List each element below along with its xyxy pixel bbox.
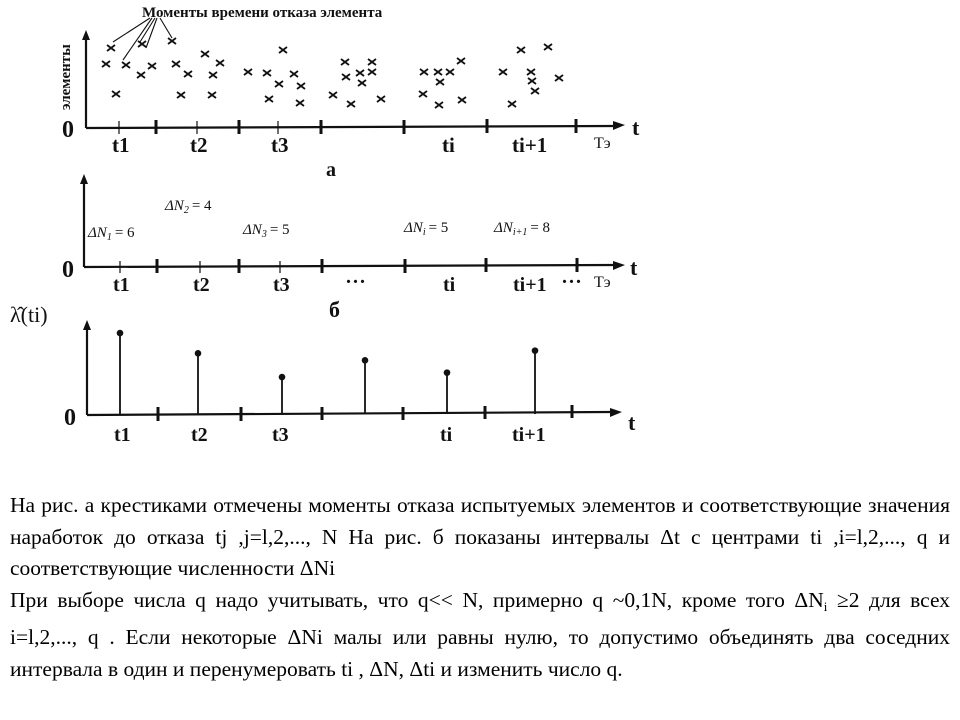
lambda-stems xyxy=(117,330,539,414)
center-label-t2: t2 xyxy=(190,133,208,157)
count-dni1: $\Delta N_{i+1} = 8$ xyxy=(494,220,551,238)
center-label-t3: t3 xyxy=(271,133,289,157)
failure-cross-icon xyxy=(329,92,337,98)
center-label-ti: ti xyxy=(443,274,456,296)
panel-c xyxy=(10,302,636,446)
end-label-T: Tэ xyxy=(594,274,611,291)
failure-cross-icon xyxy=(436,79,444,85)
failure-cross-icon xyxy=(356,70,364,76)
lambda-point-icon xyxy=(117,330,124,337)
center-label-t1: t1 xyxy=(114,424,131,446)
x-axis-label: t xyxy=(630,255,638,280)
failure-cross-icon xyxy=(148,63,156,69)
failure-cross-icon xyxy=(527,69,535,75)
failure-cross-icon xyxy=(508,101,516,107)
origin-label: 0 xyxy=(64,405,76,431)
y-axis-arrow-icon xyxy=(83,320,91,330)
count-dni: $\Delta N_i = 5$ xyxy=(404,220,449,238)
failure-cross-icon xyxy=(419,91,427,97)
center-label-t2: t2 xyxy=(191,424,208,446)
lambda-point-icon xyxy=(279,374,286,381)
failure-cross-icon xyxy=(341,59,349,65)
failure-cross-icon xyxy=(358,80,366,86)
failure-cross-icon xyxy=(531,88,539,94)
center-label-ti-plus-1: ti+1 xyxy=(512,424,546,446)
failure-cross-icon xyxy=(177,92,185,98)
callout-leaders xyxy=(113,18,172,60)
failure-cross-icon xyxy=(137,72,145,78)
lambda-point-icon xyxy=(195,350,202,357)
count-dn3: $\Delta N_3 = 5$ xyxy=(243,222,290,240)
panel-a xyxy=(58,5,640,181)
failure-cross-icon xyxy=(172,61,180,67)
x-axis xyxy=(87,412,610,415)
failure-cross-icon xyxy=(168,38,176,44)
failure-cross-icon xyxy=(208,92,216,98)
count-dn1: $\Delta N_1 = 6$ xyxy=(88,225,135,243)
failure-cross-icon xyxy=(184,71,192,77)
interval-counts xyxy=(87,198,550,243)
failure-cross-icon xyxy=(216,60,224,66)
panel-b xyxy=(62,174,638,322)
failure-cross-icon xyxy=(555,75,563,81)
center-label-t1: t1 xyxy=(112,133,130,157)
failure-cross-icon xyxy=(528,78,536,84)
failure-cross-icon xyxy=(209,72,217,78)
failure-cross-icon xyxy=(263,70,271,76)
center-label-t2: t2 xyxy=(193,274,210,296)
failure-cross-icon xyxy=(420,69,428,75)
center-label-ti-plus-1: ti+1 xyxy=(512,133,548,157)
y-axis-arrow-icon xyxy=(82,30,90,40)
failure-cross-icon xyxy=(499,69,507,75)
failure-marks xyxy=(102,38,563,108)
failure-cross-icon xyxy=(265,96,273,102)
caption-b: б xyxy=(329,297,340,322)
failure-cross-icon xyxy=(347,101,355,107)
center-label-ti: ti xyxy=(440,424,453,446)
failure-cross-icon xyxy=(279,47,287,53)
failure-cross-icon xyxy=(517,47,525,53)
origin-label: 0 xyxy=(62,117,74,143)
failure-cross-icon xyxy=(544,44,552,50)
lambda-point-icon xyxy=(444,369,451,376)
failure-cross-icon xyxy=(434,69,442,75)
failure-cross-icon xyxy=(275,81,283,87)
failure-cross-icon xyxy=(296,100,304,106)
body-text xyxy=(10,490,950,685)
failure-cross-icon xyxy=(138,41,146,47)
failure-cross-icon xyxy=(458,97,466,103)
failure-cross-icon xyxy=(368,69,376,75)
failure-cross-icon xyxy=(457,58,465,64)
ellipsis-end: ... xyxy=(562,266,583,288)
paragraph-1: На рис. а крестиками отмечены моменты отказа испытуемых элементов и соответствующие значения наработок до отказа tj ,j=l,2,..., N На рис. б показаны интервалы Δt с центрами ti ,i=l,2,..., q и соответствующие численности ΔNi xyxy=(10,493,950,580)
center-label-ti-plus-1: ti+1 xyxy=(513,274,547,296)
x-axis xyxy=(86,126,615,128)
lambda-point-icon xyxy=(532,347,539,354)
failure-cross-icon xyxy=(342,74,350,80)
failure-cross-icon xyxy=(107,45,115,51)
ellipsis-middle: ... xyxy=(346,266,367,288)
failure-cross-icon xyxy=(201,51,209,57)
failure-cross-icon xyxy=(112,91,120,97)
origin-label: 0 xyxy=(62,257,74,283)
failure-cross-icon xyxy=(290,71,298,77)
x-axis-label: t xyxy=(628,410,636,435)
failure-cross-icon xyxy=(435,102,443,108)
failure-cross-icon xyxy=(377,96,385,102)
center-label-t1: t1 xyxy=(113,274,130,296)
paragraph-2: При выборе числа q надо учитывать, что q<< N, примерно q ~0,1N, кроме того $\Delta N_i \ge 2$ для всех i=l,2,..., q . Если некоторые ΔNi малы или равны нулю, то допустимо объединять два соседних интервала в один и перенумеровать ti , ΔN, Δti и изменить число q. xyxy=(10,587,951,681)
failure-cross-icon xyxy=(122,62,130,68)
failure-cross-icon xyxy=(244,69,252,75)
x-axis-label: t xyxy=(632,115,640,140)
x-axis-arrow-icon xyxy=(613,121,625,130)
center-label-ti: ti xyxy=(442,133,455,157)
x-axis-arrow-icon xyxy=(610,408,622,417)
x-axis-arrow-icon xyxy=(613,261,625,270)
center-label-t3: t3 xyxy=(273,274,290,296)
center-label-t3: t3 xyxy=(272,424,289,446)
y-axis-arrow-icon xyxy=(80,174,88,184)
y-axis-label-elements: элементы xyxy=(58,44,74,110)
end-label-T: Tэ xyxy=(594,135,611,152)
callout-label: Моменты времени отказа элемента xyxy=(142,5,383,21)
failure-cross-icon xyxy=(297,83,305,89)
failure-cross-icon xyxy=(368,59,376,65)
failure-cross-icon xyxy=(102,61,110,67)
caption-a: а xyxy=(326,159,336,181)
failure-cross-icon xyxy=(446,69,454,75)
y-axis-label-lambda: λ̂(ti) xyxy=(10,302,48,327)
count-dn2: $\Delta N_2 = 4$ xyxy=(165,198,212,216)
lambda-point-icon xyxy=(362,357,369,364)
